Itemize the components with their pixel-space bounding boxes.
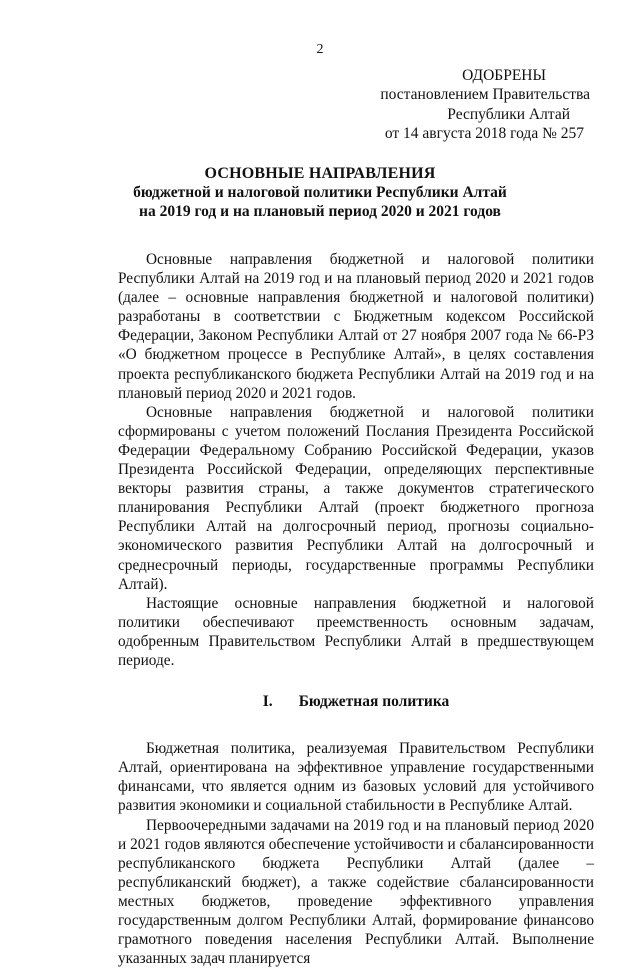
title-line-1: ОСНОВНЫЕ НАПРАВЛЕНИЯ <box>204 165 436 182</box>
intro-paragraph-3: Настоящие основные направления бюджетной и налоговой политики обеспечивают преемственность основным задачам, одобренным Правительством Республики Алтай в предшествующем периоде. <box>118 594 594 669</box>
title-line-2: бюджетной и налоговой политики Республики Алтай <box>133 184 507 201</box>
section-paragraph-2: Первоочередными задачами на 2019 год и на плановый период 2020 и 2021 годов являются обеспечение устойчивости и сбалансированности республиканского бюджета Республики Алтай (далее – республиканский бюджет), а также содействие сбалансированности местных бюджетов, проведение эффективного управления государственным долгом Республики Алтай, формирование финансово грамотного поведения населения Республики Алтай. Выполнение указанных задач планируется <box>118 816 594 968</box>
approval-line-2: постановлением Правительства <box>380 86 590 104</box>
section-paragraph-1: Бюджетная политика, реализуемая Правительством Республики Алтай, ориентирована на эффективное управление государственными финансами, что является одним из базовых условий для устойчивого развития экономики и социальной стабильности в Республике Алтай. <box>118 740 594 815</box>
page-number: 2 <box>316 42 324 57</box>
intro-paragraph-2: Основные направления бюджетной и налоговой политики сформированы с учетом положений Послания Президента Российской Федерации Федеральному Собранию Российской Федерации, указов Президента Российской Федерации, определяющих перспективные векторы развития страны, а также документов стратегического планирования Республики Алтай (проект бюджетного прогноза Республики Алтай на долгосрочный период, прогнозы социально-экономического развития Республики Алтай на долгосрочный и среднесрочный периоды, государственные программы Республики Алтай). <box>118 403 594 593</box>
section-number: I. <box>262 693 273 711</box>
section-heading <box>118 692 594 711</box>
approval-line-1: ОДОБРЕНЫ <box>462 67 546 84</box>
intro-paragraph-1: Основные направления бюджетной и налоговой политики Республики Алтай на 2019 год и на плановый период 2020 и 2021 годов (далее – основные направления бюджетной и налоговой политики) разработаны в соответствии с Бюджетным кодексом Российской Федерации, Законом Республики Алтай от 27 ноября 2007 года № 66-РЗ «О бюджетном процессе в Республике Алтай», в целях составления проекта республиканского бюджета Республики Алтай на 2019 год и на плановый период 2020 и 2021 годов. <box>118 251 594 402</box>
document-body <box>118 250 594 968</box>
approval-line-3: Республики Алтай <box>447 105 570 123</box>
title-line-3: на 2019 год и на плановый период 2020 и 2021 годов <box>139 203 501 220</box>
approval-line-4: от 14 августа 2018 года № 257 <box>384 124 584 142</box>
document-title <box>60 164 580 221</box>
section-title: Бюджетная политика <box>298 693 450 711</box>
approval-stamp <box>360 66 590 143</box>
